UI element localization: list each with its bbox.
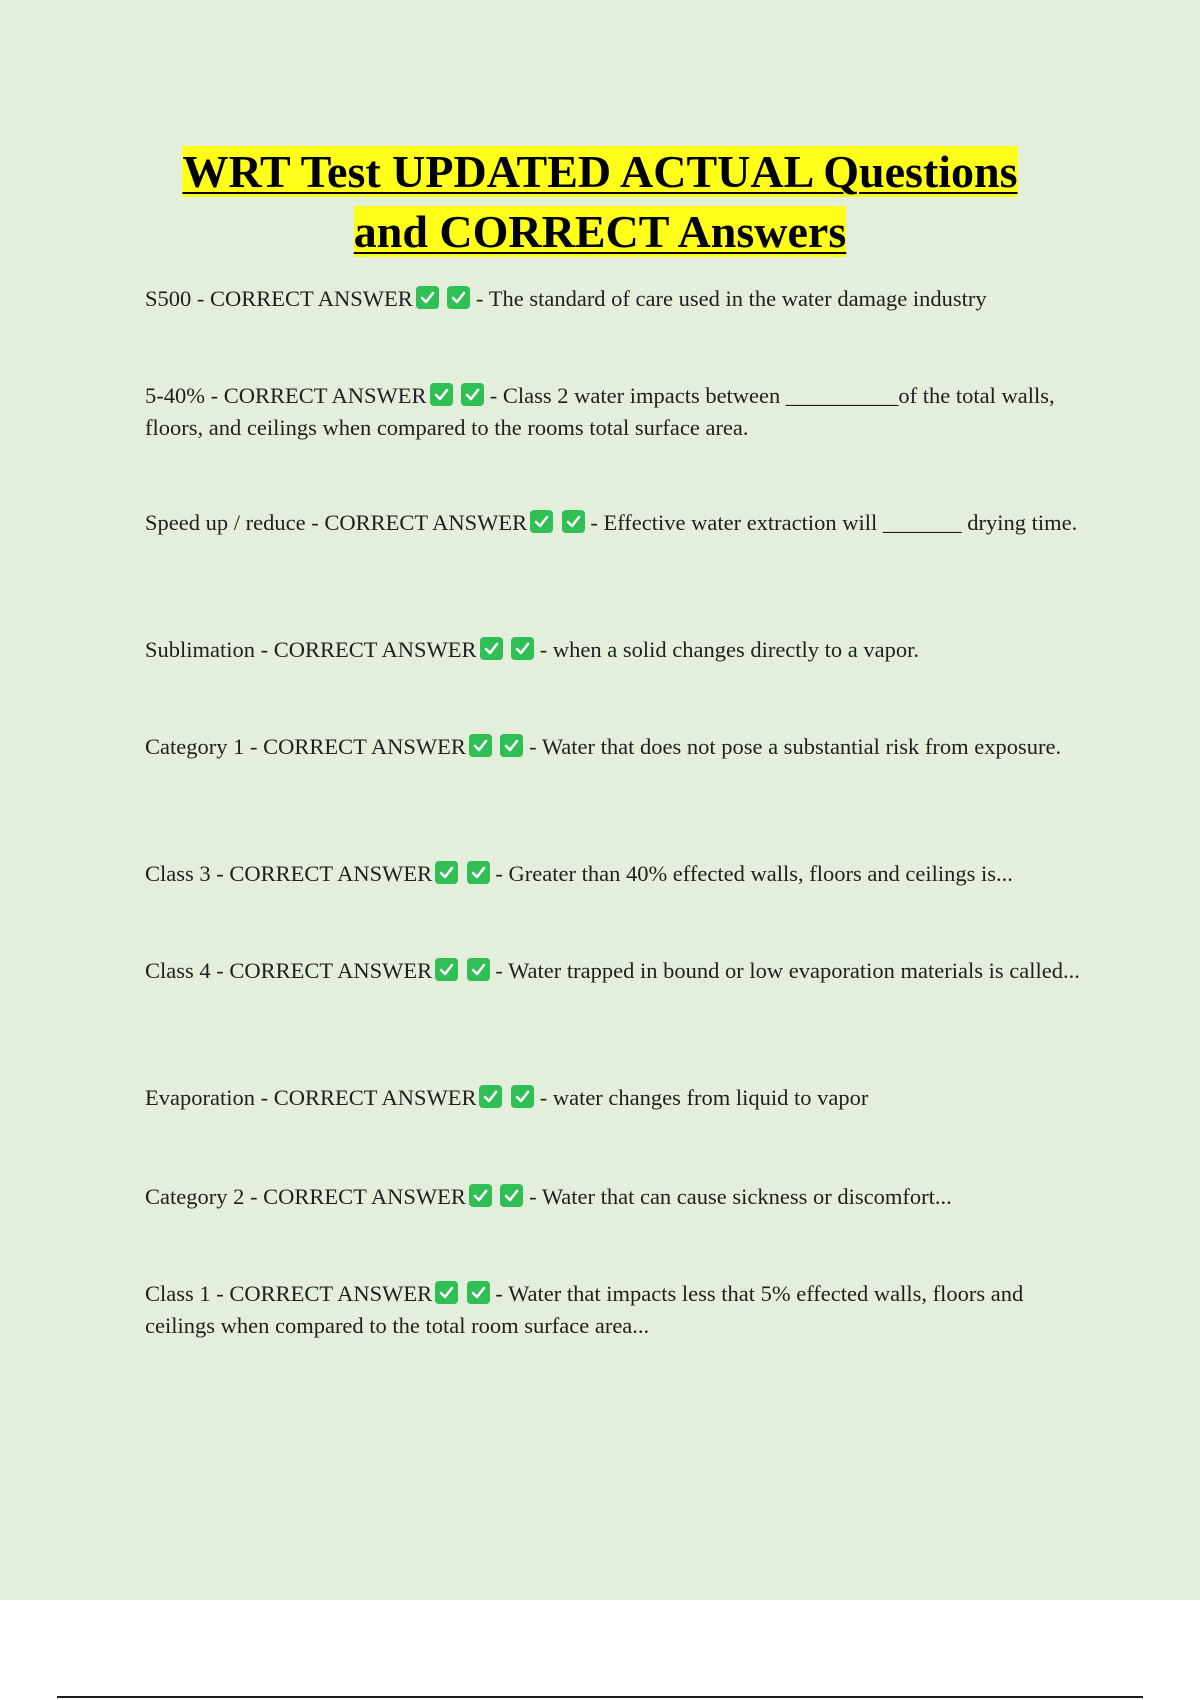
check-box-icon bbox=[435, 861, 458, 884]
qa-item: Category 2 - CORRECT ANSWER - Water that can cause sickness or discomfort... bbox=[145, 1184, 952, 1209]
qa-item: Class 3 - CORRECT ANSWER - Greater than 40% effected walls, floors and ceilings is... bbox=[145, 861, 1013, 886]
check-box-icon bbox=[467, 861, 490, 884]
qa-marker: CORRECT ANSWER bbox=[223, 383, 427, 408]
check-box-icon bbox=[480, 637, 503, 660]
qa-item: Evaporation - CORRECT ANSWER - water changes from liquid to vapor bbox=[145, 1085, 869, 1110]
qa-marker: CORRECT ANSWER bbox=[263, 1184, 466, 1209]
title-line-1: WRT Test UPDATED ACTUAL Questions bbox=[182, 146, 1018, 197]
check-box-icon bbox=[447, 286, 470, 309]
qa-marker: CORRECT ANSWER bbox=[229, 861, 433, 886]
qa-term: Evaporation bbox=[145, 1085, 255, 1110]
qa-item: Sublimation - CORRECT ANSWER - when a solid changes directly to a vapor. bbox=[145, 637, 920, 662]
qa-marker: CORRECT ANSWER bbox=[273, 1085, 477, 1110]
qa-item: S500 - CORRECT ANSWER - The standard of care used in the water damage industry bbox=[145, 286, 987, 311]
qa-item: Speed up / reduce - CORRECT ANSWER - Effective water extraction will _______ drying time. bbox=[145, 510, 1078, 535]
qa-marker: CORRECT ANSWER bbox=[210, 286, 413, 311]
qa-term: Category 1 bbox=[145, 734, 245, 759]
check-box-icon bbox=[479, 1085, 502, 1108]
qa-item: Class 1 - CORRECT ANSWER - Water that impacts less that 5% effected walls, floors and ceilings when compared to the total room surface area... bbox=[145, 1281, 1024, 1338]
qa-term: Sublimation bbox=[145, 637, 256, 662]
qa-term: Class 4 bbox=[145, 958, 211, 983]
qa-item: 5-40% - CORRECT ANSWER - Class 2 water impacts between __________of the total walls, floors, and ceilings when compared to the rooms total surface area. bbox=[145, 383, 1055, 440]
qa-item: Category 1 - CORRECT ANSWER - Water that does not pose a substantial risk from exposure. bbox=[145, 734, 1062, 759]
document-title bbox=[100, 142, 1100, 262]
qa-marker: CORRECT ANSWER bbox=[273, 637, 477, 662]
check-box-icon bbox=[511, 1085, 534, 1108]
qa-definition: - The standard of care used in the water damage industry bbox=[476, 286, 987, 311]
qa-term: Class 3 bbox=[145, 861, 211, 886]
check-box-icon bbox=[467, 958, 490, 981]
qa-definition: - Class 2 water impacts between __________of the total walls, floors, and ceilings when compared to the rooms total surface area. bbox=[145, 383, 1055, 440]
check-box-icon bbox=[430, 383, 453, 406]
qa-definition: - Effective water extraction will _______ drying time. bbox=[590, 510, 1078, 535]
check-box-icon bbox=[469, 1184, 492, 1207]
check-box-icon bbox=[416, 286, 439, 309]
qa-definition: - Greater than 40% effected walls, floors and ceilings is... bbox=[495, 861, 1013, 886]
qa-definition: - Water that does not pose a substantial risk from exposure. bbox=[529, 734, 1062, 759]
qa-item: Class 4 - CORRECT ANSWER - Water trapped in bound or low evaporation materials is called... bbox=[145, 958, 1080, 983]
qa-term: 5-40% bbox=[145, 383, 205, 408]
check-box-icon bbox=[469, 734, 492, 757]
check-box-icon bbox=[435, 1281, 458, 1304]
qa-definition: - water changes from liquid to vapor bbox=[539, 1085, 869, 1110]
qa-marker: CORRECT ANSWER bbox=[263, 734, 466, 759]
qa-term: S500 bbox=[145, 286, 192, 311]
qa-definition: - when a solid changes directly to a vapor. bbox=[539, 637, 920, 662]
qa-term: Class 1 bbox=[145, 1281, 211, 1306]
qa-marker: CORRECT ANSWER bbox=[229, 958, 433, 983]
check-box-icon bbox=[461, 383, 484, 406]
check-box-icon bbox=[435, 958, 458, 981]
check-box-icon bbox=[500, 1184, 523, 1207]
qa-term: Speed up / reduce bbox=[145, 510, 306, 535]
qa-marker: CORRECT ANSWER bbox=[324, 510, 528, 535]
qa-marker: CORRECT ANSWER bbox=[229, 1281, 433, 1306]
check-box-icon bbox=[530, 510, 553, 533]
qa-definition: - Water that impacts less that 5% effected walls, floors and ceilings when compared to the total room surface area... bbox=[145, 1281, 1024, 1338]
check-box-icon bbox=[467, 1281, 490, 1304]
qa-definition: - Water trapped in bound or low evaporation materials is called... bbox=[495, 958, 1080, 983]
check-box-icon bbox=[562, 510, 585, 533]
title-line-2: and CORRECT Answers bbox=[353, 206, 847, 257]
footer-rule bbox=[57, 1696, 1143, 1698]
check-box-icon bbox=[511, 637, 534, 660]
qa-term: Category 2 bbox=[145, 1184, 245, 1209]
qa-definition: - Water that can cause sickness or discomfort... bbox=[529, 1184, 952, 1209]
check-box-icon bbox=[500, 734, 523, 757]
